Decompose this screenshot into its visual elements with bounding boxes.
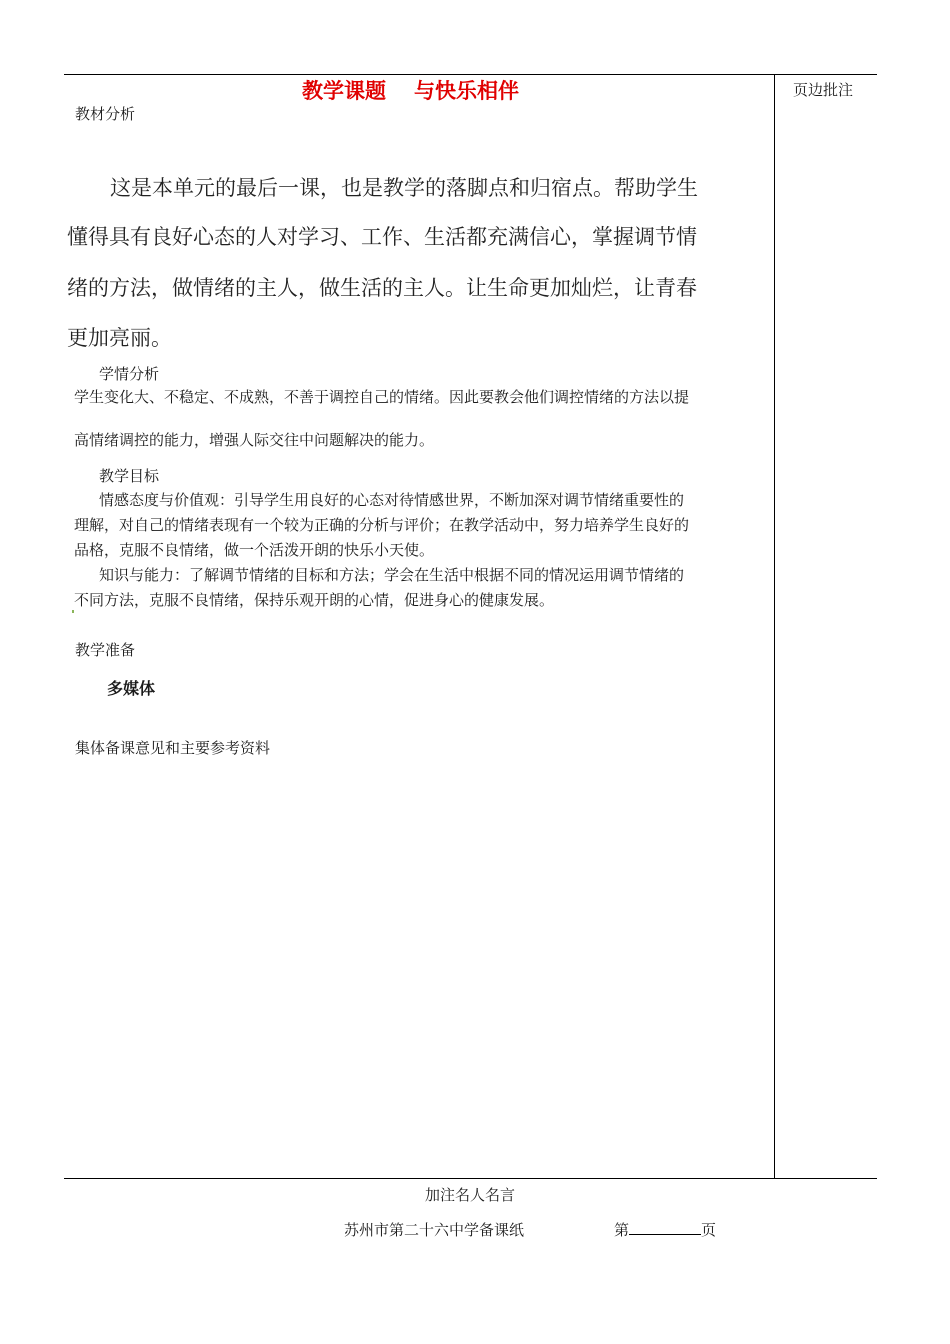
teaching-goals-line: 知识与能力：了解调节情绪的目标和方法；学会在生活中根据不同的情况运用调节情绪的: [99, 566, 685, 584]
teaching-goals-line: 理解，对自己的情绪表现有一个较为正确的分析与评价；在教学活动中，努力培养学生良好的: [74, 516, 690, 534]
teaching-goals-line: 情感态度与价值观：引导学生用良好的心态对待情感世界，不断加深对调节情绪重要性的: [99, 491, 685, 509]
material-analysis-line: 更加亮丽。: [67, 326, 172, 350]
student-analysis-line: 学生变化大、不稳定、不成熟，不善于调控自己的情绪。因此要教会他们调控情绪的方法以提: [74, 388, 690, 406]
title-prefix: 教学课题: [302, 79, 386, 103]
teaching-goals-line: 品格，克服不良情绪，做一个活泼开朗的快乐小天使。: [74, 541, 435, 559]
student-analysis-heading: 学情分析: [99, 365, 160, 383]
school-name: 苏州市第二十六中学备课纸: [344, 1221, 525, 1239]
quote-label: 加注名人名言: [425, 1186, 516, 1204]
collective-notes-heading: 集体备课意见和主要参考资料: [75, 739, 271, 757]
material-analysis-heading: 教材分析: [75, 105, 136, 123]
page-number-blank: [629, 1220, 701, 1235]
preparation-content: 多媒体: [107, 679, 156, 698]
teaching-goals-heading: 教学目标: [99, 467, 160, 485]
material-analysis-line: 绪的方法，做情绪的主人，做生活的主人。让生命更加灿烂，让青春: [67, 276, 697, 300]
student-analysis-line: 高情绪调控的能力，增强人际交往中问题解决的能力。: [74, 431, 435, 449]
margin-notes-label: 页边批注: [793, 81, 854, 99]
page-prefix: 第: [614, 1221, 630, 1239]
page-title: [302, 75, 519, 105]
page-number: [614, 1219, 716, 1240]
page-suffix: 页: [701, 1221, 717, 1239]
material-analysis-line: 懂得具有良好心态的人对学习、工作、生活都充满信心，掌握调节情: [67, 225, 697, 249]
bottom-rule: [64, 1178, 877, 1179]
material-analysis-line: 这是本单元的最后一课，也是教学的落脚点和归宿点。帮助学生: [110, 176, 698, 200]
teaching-goals-line: 不同方法，克服不良情绪，保持乐观开朗的心情，促进身心的健康发展。: [74, 591, 555, 609]
margin-mark: [72, 610, 74, 613]
column-divider: [774, 74, 775, 1178]
title-topic: 与快乐相伴: [414, 79, 519, 103]
preparation-heading: 教学准备: [75, 641, 136, 659]
